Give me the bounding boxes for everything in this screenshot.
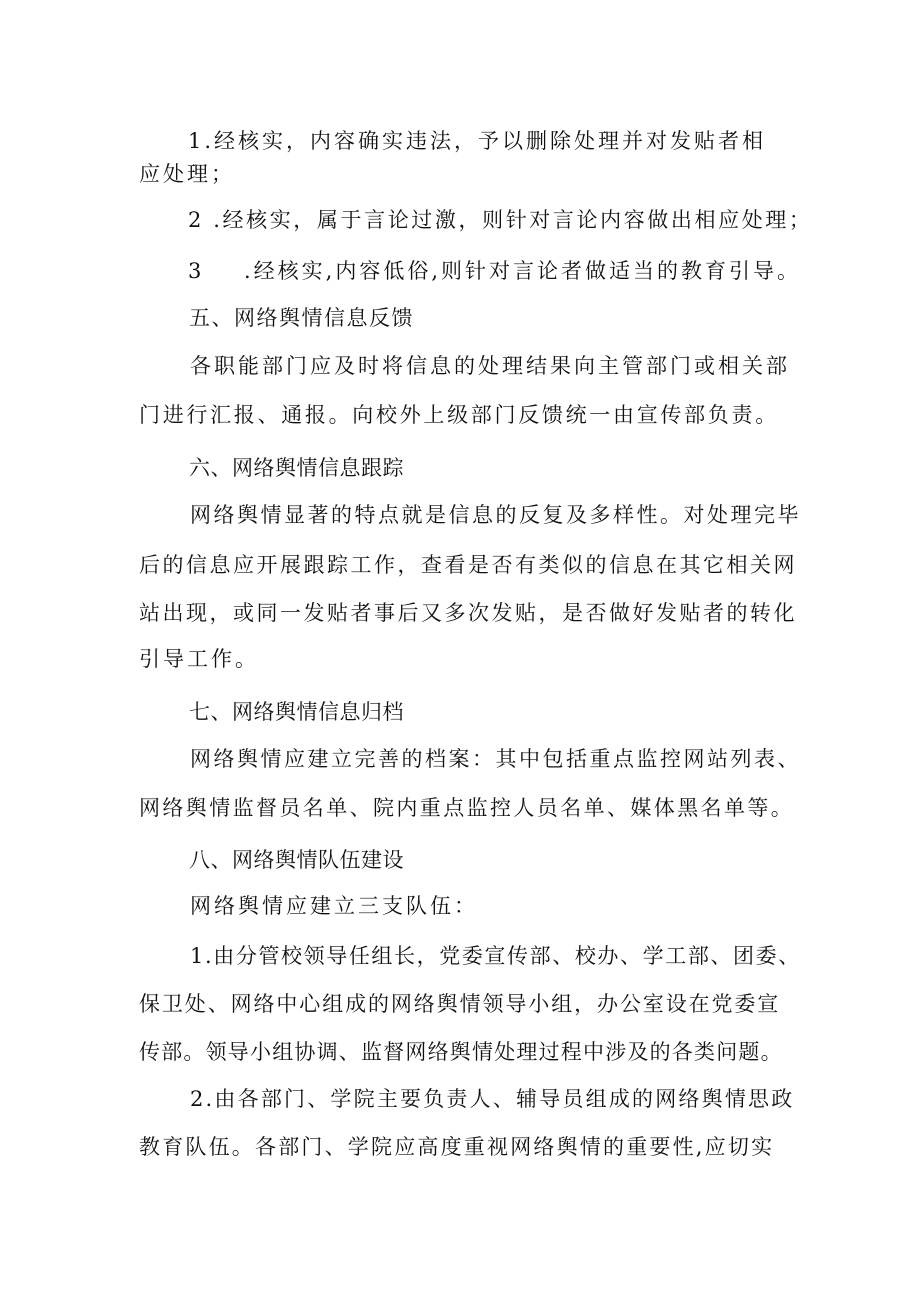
list-item-2: 2 .经核实，属于言论过激，则针对言论内容做出相应处理； xyxy=(188,208,813,232)
section-8-heading: 八、网络舆情队伍建设 xyxy=(189,848,404,872)
section-5-heading: 五、网络舆情信息反馈 xyxy=(189,306,414,330)
list-item-3-text: .经核实,内容低俗,则针对言论者做适当的教育引导。 xyxy=(244,259,802,283)
list-item-3-number: 3 xyxy=(188,259,205,283)
list-item-1-line-2: 应处理； xyxy=(139,162,235,186)
section-7-paragraph-line-1: 网络舆情应建立完善的档案：其中包括重点监控网站列表、 xyxy=(190,747,801,771)
section-6-paragraph-line-4: 引导工作。 xyxy=(139,647,259,671)
section-8-item-2-line-2: 教育队伍。各部门、学院应高度重视网络舆情的重要性,应切实 xyxy=(139,1135,775,1159)
section-8-intro: 网络舆情应建立三支队伍： xyxy=(190,894,478,918)
section-8-item-1-line-3: 传部。领导小组协调、监督网络舆情处理过程中涉及的各类问题。 xyxy=(139,1040,783,1064)
list-item-1-line-1: 1.经核实，内容确实违法，予以删除处理并对发贴者相 xyxy=(188,129,767,153)
section-8-item-1-line-2: 保卫处、网络中心组成的网络舆情领导小组，办公室设在党委宣 xyxy=(139,992,781,1016)
section-6-paragraph-line-1: 网络舆情显著的特点就是信息的反复及多样性。对处理完毕 xyxy=(190,503,801,527)
section-8-item-1-line-1: 1.由分管校领导任组长，党委宣传部、校办、学工部、团委、 xyxy=(190,944,801,968)
section-6-paragraph-line-2: 后的信息应开展跟踪工作，查看是否有类似的信息在其它相关网 xyxy=(139,553,797,577)
section-5-paragraph-line-2: 门进行汇报、通报。向校外上级部门反馈统一由宣传部负责。 xyxy=(139,403,779,427)
list-item-3 xyxy=(188,257,801,285)
section-7-heading: 七、网络舆情信息归档 xyxy=(189,700,404,724)
section-8-item-2-line-1: 2.由各部门、学院主要负责人、辅导员组成的网络舆情思政 xyxy=(190,1087,795,1111)
section-7-paragraph-line-2: 网络舆情监督员名单、院内重点监控人员名单、媒体黑名单等。 xyxy=(139,796,795,820)
section-6-heading: 六、网络舆情信息跟踪 xyxy=(189,456,404,480)
section-5-paragraph-line-1: 各职能部门应及时将信息的处理结果向主管部门或相关部 xyxy=(190,354,790,378)
section-6-paragraph-line-3: 站出现，或同一发贴者事后又多次发贴，是否做好发贴者的转化 xyxy=(139,601,797,625)
